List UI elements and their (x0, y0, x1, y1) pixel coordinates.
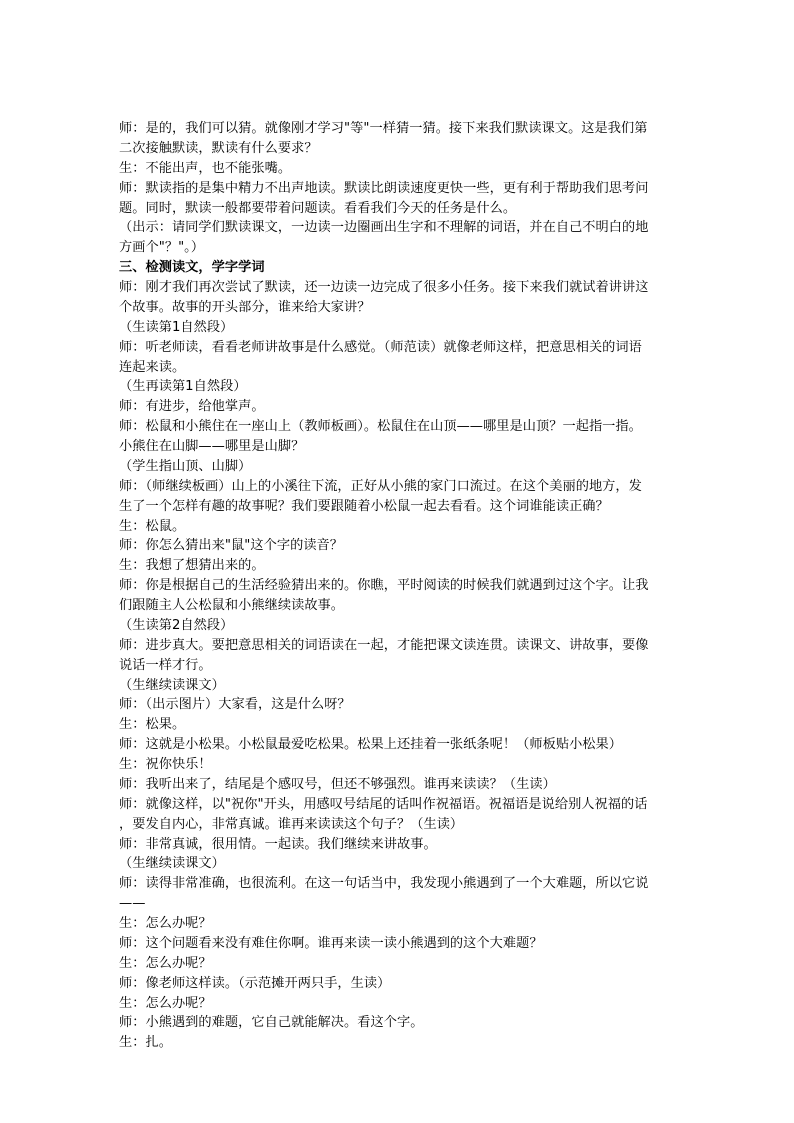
text-line: 生：松鼠。 (119, 518, 186, 534)
text-line: （生继续读课文） (119, 677, 225, 693)
text-line: 师：你是根据自己的生活经验猜出来的。你瞧，平时阅读的时候我们就遇到过这个字。让我 (119, 578, 649, 594)
text-line: 生：松果。 (119, 717, 186, 733)
text-line: ，要发自内心，非常真诚。谁再来读读这个句子？（生读） (119, 816, 464, 832)
text-line: 师：进步真大。要把意思相关的词语读在一起，才能把课文读连贯。读课文、讲故事，要像 (119, 637, 649, 653)
text-line: 方画个"？"。） (119, 240, 205, 256)
text-line: （学生指山顶、山脚） (119, 458, 252, 474)
text-line: 们跟随主人公松鼠和小熊继续读故事。 (119, 598, 345, 613)
text-line: 生：怎么办呢？ (119, 955, 212, 971)
text-line: 师：（出示图片）大家看，这是什么呀？ (119, 697, 351, 713)
text-line: 师：我听出来了，结尾是个感叹号，但还不够强烈。谁再来读读？（生读） (119, 776, 556, 792)
text-line: 连起来读。 (119, 359, 186, 375)
text-line: 师：听老师读，看看老师讲故事是什么感觉。（师范读）就像老师这样，把意思相关的词语 (119, 339, 642, 355)
text-line: —— (119, 896, 146, 912)
text-line: 师：有进步，给他掌声。 (119, 399, 265, 415)
text-line: 生：扎。 (119, 1035, 172, 1051)
text-line: 师：松鼠和小熊住在一座山上（教师板画）。松鼠住在山顶——哪里是山顶？一起指一指。 (119, 419, 642, 435)
text-line: 小熊住在山脚——哪里是山脚？ (119, 439, 305, 454)
text-line: 师：像老师这样读。（示范摊开两只手，生读） (119, 975, 391, 991)
text-line: 师：非常真诚，很用情。一起读。我们继续来讲故事。 (119, 836, 437, 852)
text-line: 师：你怎么猜出来"鼠"这个字的读音？ (119, 538, 344, 554)
text-line: 师：读得非常准确，也很流利。在这一句话当中，我发现小熊遇到了一个大难题，所以它说 (119, 876, 649, 892)
text-line: 个故事。故事的开头部分，谁来给大家讲？ (119, 299, 371, 315)
text-line: （生读第1自然段） (119, 319, 234, 335)
text-line: 生了一个怎样有趣的故事呢？我们要跟随着小松鼠一起去看看。这个词谁能读正确？ (119, 498, 609, 514)
text-line: 生：祝你快乐！ (119, 757, 212, 772)
text-line: 生：不能出声，也不能张嘴。 (119, 160, 292, 176)
text-line: 师：就像这样，以"祝你"开头，用感叹号结尾的话叫作祝福语。祝福语是说给别人祝福的话 (119, 796, 648, 812)
text-line: 生：怎么办呢？ (119, 995, 212, 1011)
text-line: 师：小熊遇到的难题，它自己就能解决。看这个字。 (119, 1015, 424, 1031)
text-line: 师：刚才我们再次尝试了默读，还一边读一边完成了很多小任务。接下来我们就试着讲讲这 (119, 280, 649, 295)
text-line: 师：（师继续板画）山上的小溪往下流，正好从小熊的家门口流过。在这个美丽的地方，发 (119, 478, 642, 494)
text-line: 师：这个问题看来没有难住你啊。谁再来读一读小熊遇到的这个大难题？ (119, 935, 543, 951)
text-line: 二次接触默读，默读有什么要求？ (119, 140, 318, 156)
text-line: 说话一样才行。 (119, 657, 212, 673)
text-line: 师：默读指的是集中精力不出声地读。默读比朗读速度更快一些，更有利于帮助我们思考问 (119, 180, 649, 196)
document-body (119, 119, 679, 1053)
text-line: 生：我想了想猜出来的。 (119, 558, 265, 574)
text-line: 师：是的，我们可以猜。就像刚才学习"等"一样猜一猜。接下来我们默读课文。这是我们第 (119, 121, 648, 136)
text-line: （出示：请同学们默读课文，一边读一边圈画出生字和不理解的词语，并在自己不明白的地 (119, 220, 649, 236)
section-heading: 三、检测读文，学字学词 (119, 260, 265, 276)
text-line: 题。同时，默读一般都要带着问题读。看看我们今天的任务是什么。 (119, 200, 517, 216)
text-line: 师：这就是小松果。小松鼠最爱吃松果。松果上还挂着一张纸条呢！（师板贴小松果） (119, 737, 623, 753)
text-line: （生继续读课文） (119, 856, 225, 872)
text-line: （生读第2自然段） (119, 617, 234, 633)
text-line: 生：怎么办呢？ (119, 916, 212, 931)
text-line: （生再读第1自然段） (119, 379, 247, 395)
